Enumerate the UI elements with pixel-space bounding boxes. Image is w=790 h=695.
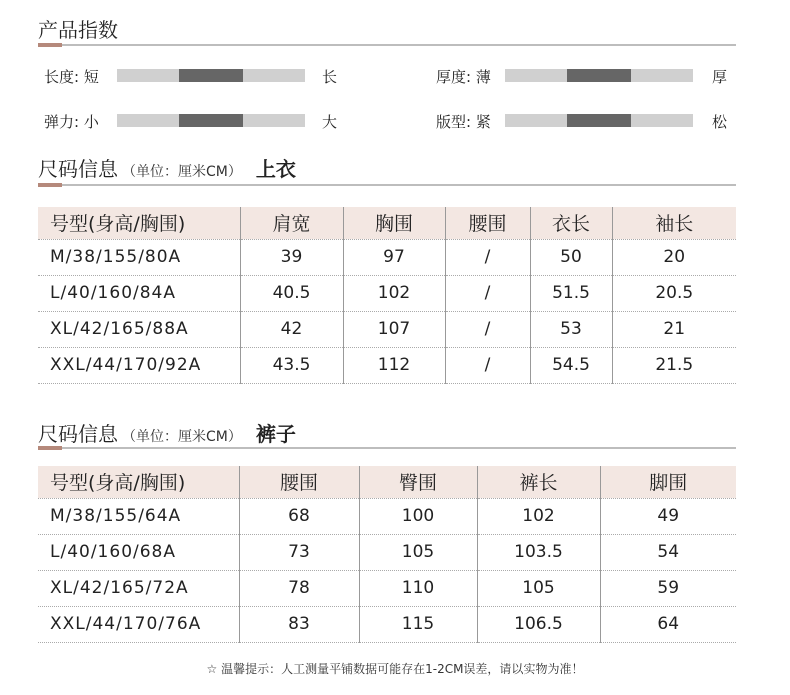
table-cell: 59 xyxy=(600,570,736,606)
table-cell: 73 xyxy=(239,534,359,570)
indicator-bar xyxy=(505,114,693,127)
indicator-max-label: 厚 xyxy=(712,68,728,86)
indicator-bar xyxy=(117,69,305,82)
table-cell: 97 xyxy=(343,239,445,275)
indicator-level xyxy=(179,114,243,127)
table-cell: XXL/44/170/76A xyxy=(38,606,239,642)
table-cell: 21 xyxy=(612,311,736,347)
table-cell: 50 xyxy=(530,239,612,275)
table-cell: 43.5 xyxy=(240,347,343,383)
table-cell: 40.5 xyxy=(240,275,343,311)
section-title: 尺码信息 xyxy=(38,422,118,446)
table-cell: 112 xyxy=(343,347,445,383)
divider xyxy=(38,184,736,186)
unit-label: （单位：厘米CM） xyxy=(122,164,242,180)
unit-label: （单位：厘米CM） xyxy=(122,429,242,445)
table-cell: L/40/160/68A xyxy=(38,534,239,570)
column-header: 脚围 xyxy=(600,466,736,498)
indicator-level xyxy=(567,114,631,127)
table-row xyxy=(38,311,736,347)
pants-size-title xyxy=(38,418,296,447)
indicator-level xyxy=(179,69,243,82)
table-cell: L/40/160/84A xyxy=(38,275,240,311)
table-cell: 68 xyxy=(239,498,359,534)
column-header: 号型(身高/胸围) xyxy=(38,466,239,498)
top-size-table xyxy=(38,207,736,384)
accent-mark xyxy=(38,43,62,47)
table-cell: 54.5 xyxy=(530,347,612,383)
table-cell: 105 xyxy=(359,534,477,570)
column-header: 肩宽 xyxy=(240,207,343,239)
table-row xyxy=(38,347,736,383)
table-cell: / xyxy=(445,239,530,275)
indicator-max-label: 松 xyxy=(712,113,728,131)
header-row xyxy=(38,466,736,498)
garment-type: 裤子 xyxy=(255,422,296,446)
column-header: 衣长 xyxy=(530,207,612,239)
table-cell: 83 xyxy=(239,606,359,642)
top-size-title xyxy=(38,153,296,182)
table-cell: XL/42/165/88A xyxy=(38,311,240,347)
accent-mark xyxy=(38,446,62,450)
table-row xyxy=(38,239,736,275)
indicator-max-label: 大 xyxy=(322,113,338,131)
column-header: 胸围 xyxy=(343,207,445,239)
table-cell: 42 xyxy=(240,311,343,347)
table-cell: 100 xyxy=(359,498,477,534)
column-header: 袖长 xyxy=(612,207,736,239)
table-row xyxy=(38,498,736,534)
table-cell: 64 xyxy=(600,606,736,642)
table-row xyxy=(38,606,736,642)
table-cell: 110 xyxy=(359,570,477,606)
measurement-note: ☆ 温馨提示：人工测量平铺数据可能存在1-2CM误差，请以实物为准！ xyxy=(206,662,584,676)
column-header: 号型(身高/胸围) xyxy=(38,207,240,239)
indicator-bar xyxy=(117,114,305,127)
table-cell: 106.5 xyxy=(477,606,600,642)
table-cell: / xyxy=(445,275,530,311)
table-row xyxy=(38,570,736,606)
column-header: 裤长 xyxy=(477,466,600,498)
table-cell: / xyxy=(445,311,530,347)
indicator-label: 弹力: 小 xyxy=(44,113,99,131)
column-header: 腰围 xyxy=(445,207,530,239)
indicator-max-label: 长 xyxy=(322,68,338,86)
table-row xyxy=(38,275,736,311)
table-cell: / xyxy=(445,347,530,383)
table-cell: 103.5 xyxy=(477,534,600,570)
table-cell: 20.5 xyxy=(612,275,736,311)
pants-size-table xyxy=(38,466,736,643)
section-title: 尺码信息 xyxy=(38,157,118,181)
table-cell: 20 xyxy=(612,239,736,275)
table-cell: 105 xyxy=(477,570,600,606)
table-cell: 39 xyxy=(240,239,343,275)
table-cell: 49 xyxy=(600,498,736,534)
indicator-bar xyxy=(505,69,693,82)
table-cell: 102 xyxy=(477,498,600,534)
column-header: 腰围 xyxy=(239,466,359,498)
divider xyxy=(38,44,736,46)
indicator-label: 版型: 紧 xyxy=(436,113,491,131)
table-cell: M/38/155/80A xyxy=(38,239,240,275)
table-cell: 78 xyxy=(239,570,359,606)
table-cell: M/38/155/64A xyxy=(38,498,239,534)
table-cell: 21.5 xyxy=(612,347,736,383)
table-cell: 115 xyxy=(359,606,477,642)
table-cell: 102 xyxy=(343,275,445,311)
table-cell: 107 xyxy=(343,311,445,347)
column-header: 臀围 xyxy=(359,466,477,498)
garment-type: 上衣 xyxy=(255,157,296,181)
indicator-level xyxy=(567,69,631,82)
product-index-title: 产品指数 xyxy=(38,18,118,42)
accent-mark xyxy=(38,183,62,187)
table-cell: 53 xyxy=(530,311,612,347)
table-cell: XXL/44/170/92A xyxy=(38,347,240,383)
table-cell: 51.5 xyxy=(530,275,612,311)
header-row xyxy=(38,207,736,239)
table-cell: 54 xyxy=(600,534,736,570)
table-cell: XL/42/165/72A xyxy=(38,570,239,606)
divider xyxy=(38,447,736,449)
table-row xyxy=(38,534,736,570)
indicator-label: 厚度: 薄 xyxy=(436,68,491,86)
indicator-label: 长度: 短 xyxy=(44,68,99,86)
